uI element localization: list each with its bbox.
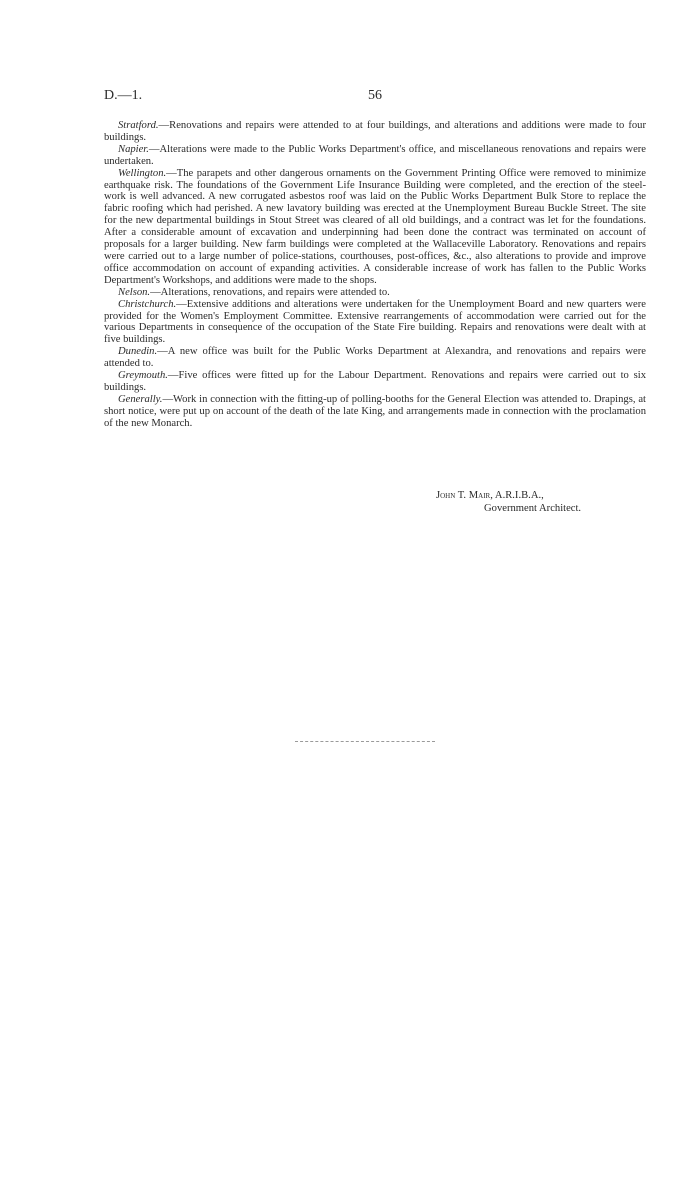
paragraph-text: —Five offices were fitted up for the Labour Department. Renovations and repairs were carried out to six buildings. — [104, 370, 646, 393]
paragraph-greymouth — [104, 370, 646, 394]
paragraph-nelson — [104, 287, 646, 299]
paragraph-text: —Work in connection with the fitting-up of polling-booths for the General Election was attended to. Drapings, at short notice, were put up on account of the death of the late King, and arrangements made in connection with the proclamation of the new Monarch. — [104, 393, 646, 429]
paragraph-text: —Alterations were made to the Public Works Department's office, and miscellaneous renovations and repairs were undertaken. — [104, 143, 646, 167]
paragraph-dunedin — [104, 346, 646, 370]
signatory-title: Government Architect. — [484, 503, 582, 514]
place-heading: Dunedin. — [118, 346, 158, 358]
section-divider — [295, 741, 435, 742]
page-number: 56 — [368, 88, 382, 103]
document-code: D.—1. — [104, 88, 143, 103]
place-heading: Generally. — [118, 393, 163, 405]
place-heading: Christchurch. — [118, 298, 177, 310]
paragraph-text: —Renovations and repairs were attended to at four buildings, and alterations and additions were made to four buildings. — [104, 120, 646, 143]
report-body — [104, 120, 646, 430]
paragraph-christchurch — [104, 299, 646, 347]
paragraph-napier — [104, 144, 646, 168]
paragraph-text: —The parapets and other dangerous ornaments on the Government Printing Office were removed to minimize earthquake risk. The foundations of the Government Life Insurance Building were completed, and the erection of the steel-work is well advanced. A new corrugated asbestos roof was laid on the Public Works Department Bulk Store to replace the fabric roofing which had perished. A new lavatory building was erected at the Unemployment Bureau Buckle Street. The site for the new departmental buildings in Stout Street was cleared of all old buildings, and a contract was let for the foundations. After a considerable amount of excavation and underpinning had been done the contract was terminated on account of proposals for a larger building. New farm buildings were completed at the Wallaceville Laboratory. Renovations and repairs were carried out to a large number of police-stations, courthouses, post-offices, &c., also alterations to provide and improve office accommodation on account of expanding activities. A considerable increase of work has fallen to the Public Works Department's Workshops, and additions were made to the shops. — [104, 167, 646, 286]
paragraph-generally — [104, 394, 646, 430]
signatory-name: John T. Mair, A.R.I.B.A., — [436, 490, 544, 501]
place-heading: Napier. — [118, 143, 149, 155]
place-heading: Greymouth. — [118, 370, 168, 382]
paragraph-text: —Extensive additions and alterations were undertaken for the Unemployment Board and new quarters were provided for the Women's Employment Committee. Extensive rearrangements of accommodation were carried out for the various Departments in consequence of the occupation of the State Fire building. Repairs and renovations were dealt with at five buildings. — [104, 298, 646, 346]
place-heading: Wellington. — [118, 167, 167, 179]
paragraph-text: —A new office was built for the Public Works Department at Alexandra, and renovations and repairs were attended to. — [104, 346, 646, 370]
place-heading: Nelson. — [118, 286, 151, 298]
place-heading: Stratford. — [118, 120, 159, 131]
paragraph-wellington — [104, 168, 646, 287]
paragraph-text: —Alterations, renovations, and repairs were attended to. — [150, 286, 390, 298]
page-header — [104, 88, 646, 108]
paragraph-stratford — [104, 120, 646, 144]
